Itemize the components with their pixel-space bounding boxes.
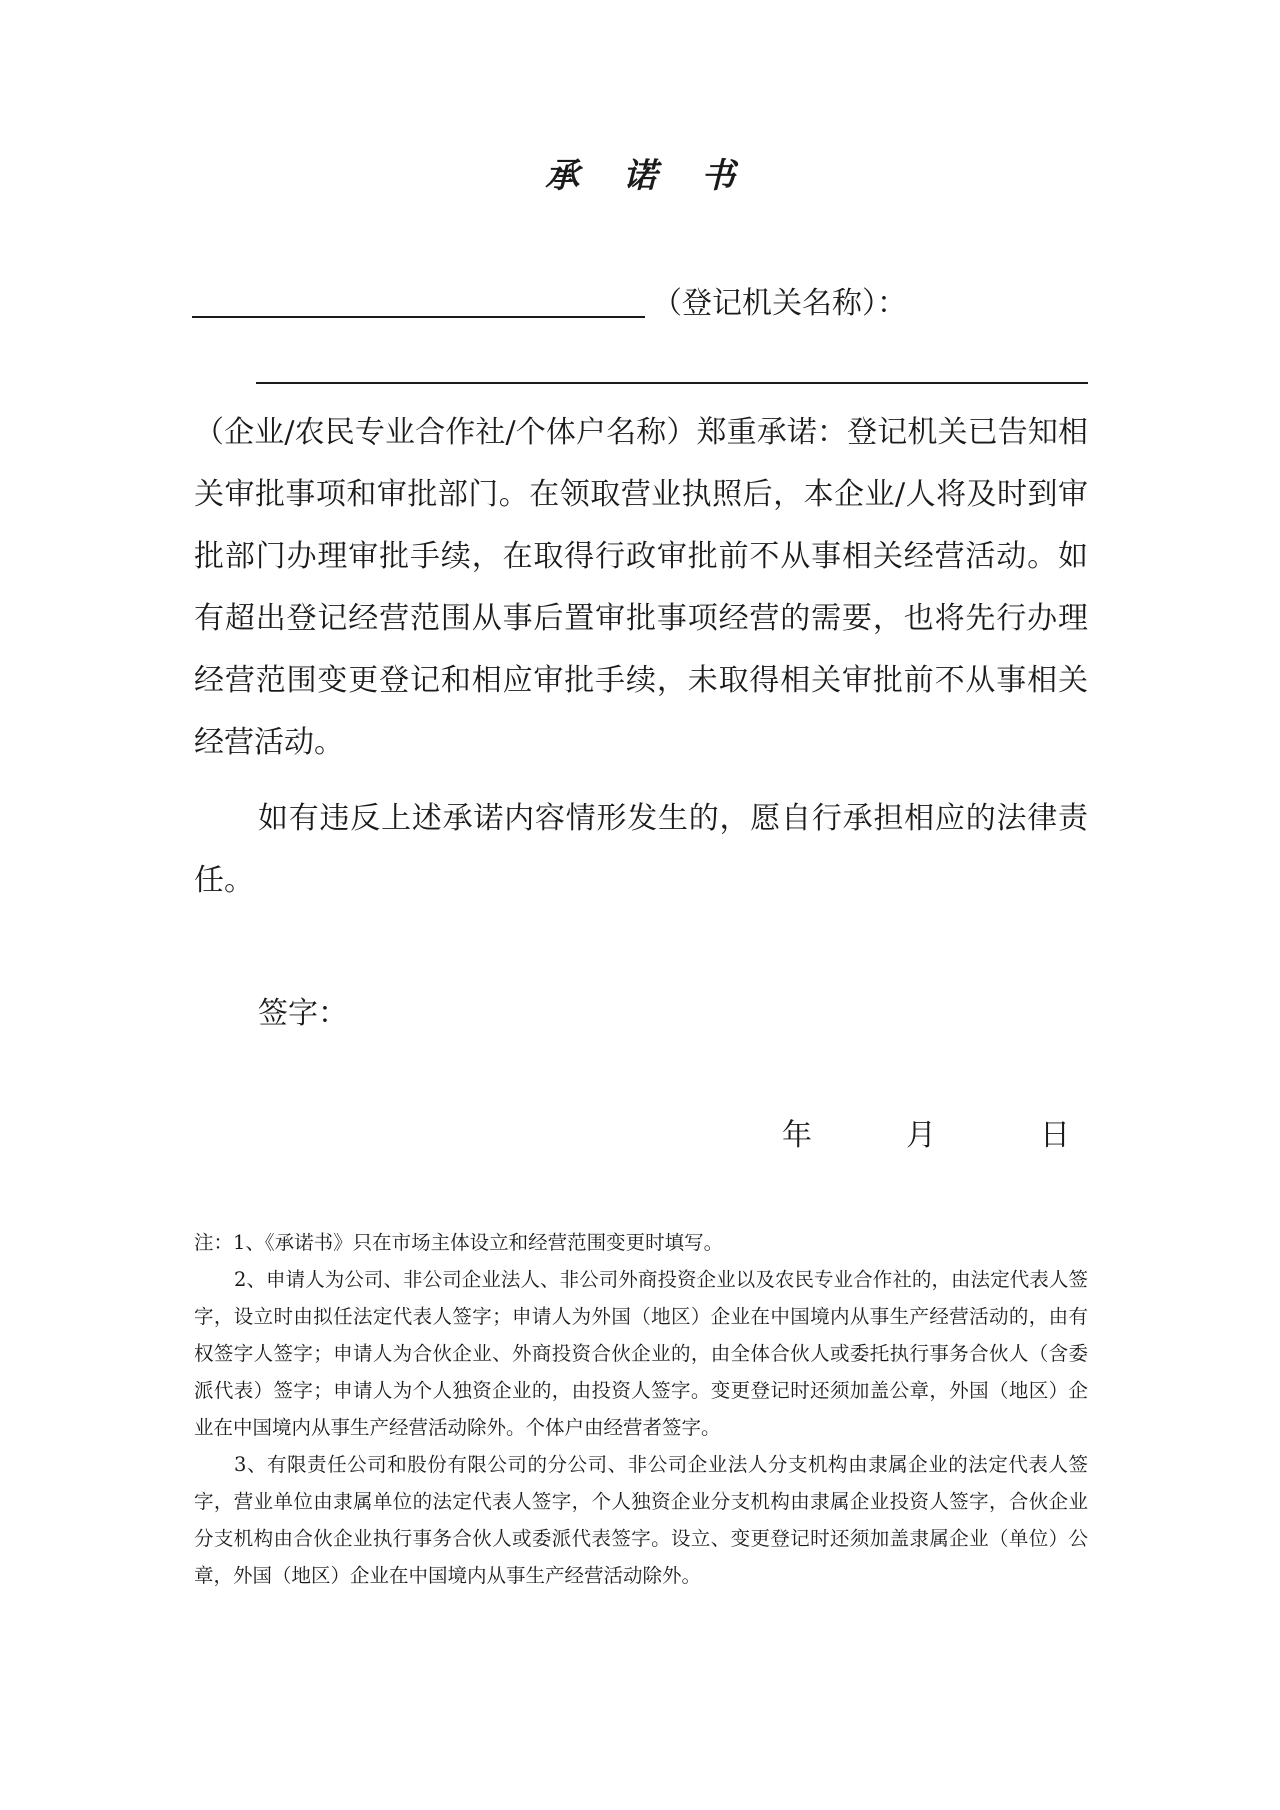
date-month-label: 月 [906, 1118, 936, 1153]
date-day-label: 日 [1040, 1118, 1070, 1153]
signature-label: 签字： [258, 996, 348, 1031]
commitment-paragraph: （企业/农民专业合作社/个体户名称）郑重承诺：登记机关已告知相关审批事项和审批部门。在领取营业执照后，本企业/人将及时到审批部门办理审批手续，在取得行政审批前不从事相关经营活动。如有超出登记经营范围从事后置审批事项经营的需要，也将先行办理经营范围变更登记和相应审批手续，未取得相关审批前不从事相关经营活动。 [194, 415, 1088, 760]
liability-paragraph: 如有违反上述承诺内容情形发生的，愿自行承担相应的法律责任。 [194, 801, 1088, 898]
registration-authority-blank-line [192, 316, 645, 318]
date-year-label: 年 [782, 1118, 812, 1153]
note-3: 3、有限责任公司和股份有限公司的分公司、非公司企业法人分支机构由隶属企业的法定代表人签字，营业单位由隶属单位的法定代表人签字，个人独资企业分支机构由隶属企业投资人签字，合伙企业分支机构由合伙企业执行事务合伙人或委派代表签字。设立、变更登记时还须加盖隶属企业（单位）公章，外国（地区）企业在中国境内从事生产经营活动除外。 [194, 1453, 1088, 1587]
notes-section [194, 1224, 1088, 1594]
entity-name-blank-line [256, 382, 1088, 384]
note-1: 注：1、《承诺书》只在市场主体设立和经营范围变更时填写。 [194, 1231, 724, 1254]
page-title: 承诺书 [545, 156, 779, 196]
note-2: 2、申请人为公司、非公司企业法人、非公司外商投资企业以及农民专业合作社的，由法定代表人签字，设立时由拟任法定代表人签字；申请人为外国（地区）企业在中国境内从事生产经营活动的，由有权签字人签字；申请人为合伙企业、外商投资合伙企业的，由全体合伙人或委托执行事务合伙人（含委派代表）签字；申请人为个人独资企业的，由投资人签字。变更登记时还须加盖公章，外国（地区）企业在中国境内从事生产经营活动除外。个体户由经营者签字。 [194, 1268, 1088, 1439]
addressee-label: （登记机关名称）： [652, 286, 907, 321]
